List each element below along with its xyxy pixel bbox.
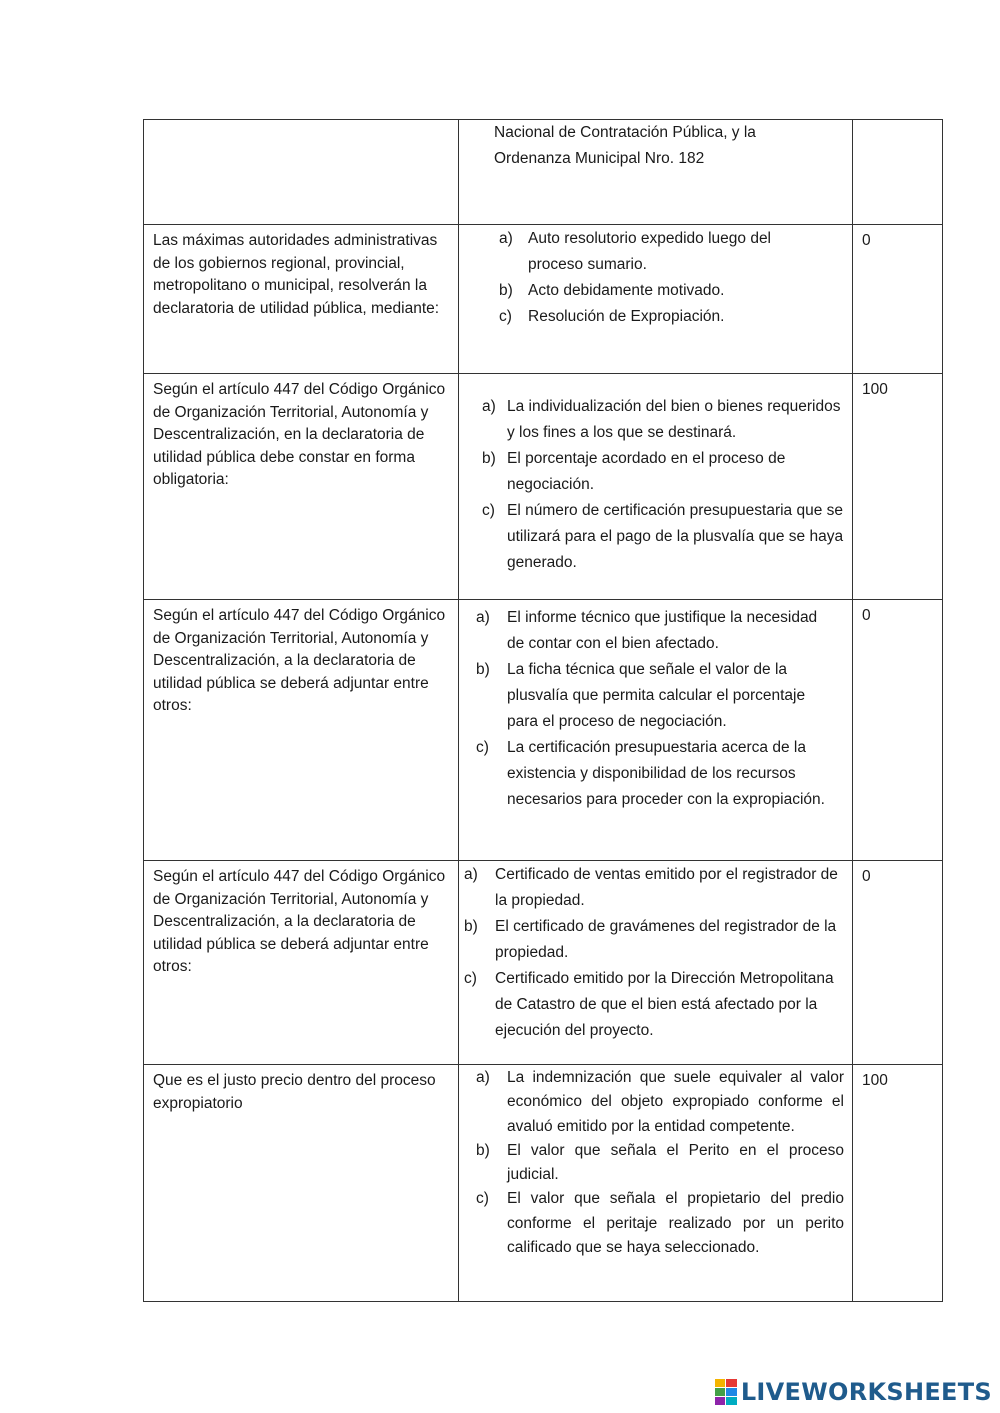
table-row bbox=[144, 120, 943, 225]
points-value: 100 bbox=[853, 374, 943, 600]
intro-line: Ordenanza Municipal Nro. 182 bbox=[494, 150, 705, 167]
questions-table bbox=[143, 119, 943, 1302]
logo-square bbox=[715, 1379, 726, 1387]
liveworksheets-logo bbox=[715, 1377, 992, 1407]
question-text: Según el artículo 447 del Código Orgánico de Organización Territorial, Autonomía y Descentralización, a la declaratoria de utilidad pública se deberá adjuntar entre otros: bbox=[144, 861, 459, 1065]
option-a[interactable]: a) El informe técnico que justifique la necesidad de contar con el bien afectado. bbox=[476, 609, 818, 652]
table-row bbox=[144, 861, 943, 1065]
question-cell bbox=[144, 120, 459, 225]
points-value: 0 bbox=[853, 861, 943, 1065]
points-value: 0 bbox=[853, 600, 943, 861]
logo-square bbox=[726, 1379, 737, 1387]
option-b[interactable]: b) El certificado de gravámenes del registrador de la propiedad. bbox=[464, 918, 837, 961]
question-text: Que es el justo precio dentro del proceso expropiatorio bbox=[144, 1065, 459, 1302]
logo-square bbox=[715, 1397, 726, 1405]
logo-square bbox=[715, 1388, 726, 1396]
points-value: 0 bbox=[853, 225, 943, 374]
option-b[interactable]: b) Acto debidamente motivado. bbox=[499, 282, 725, 299]
option-c[interactable]: c) La certificación presupuestaria acerca de la existencia y disponibilidad de los recursos necesarios para proceder con la expropiación. bbox=[476, 739, 825, 808]
table-row bbox=[144, 225, 943, 374]
option-a[interactable]: a) La indemnización que suele equivaler al valor económico del objeto expropiado conforme el avaluó emitido por la entidad competente. bbox=[476, 1069, 844, 1135]
option-c[interactable]: c) El valor que señala el propietario del predio conforme el peritaje realizado por un perito calificado que se haya seleccionado. bbox=[476, 1190, 844, 1257]
logo-square bbox=[726, 1397, 737, 1405]
option-b[interactable]: b) El valor que señala el Perito en el proceso judicial. bbox=[476, 1141, 844, 1184]
option-a[interactable]: a) La individualización del bien o bienes requeridos y los fines a los que se destinará. bbox=[482, 398, 841, 441]
options-cell bbox=[459, 1065, 853, 1302]
option-c[interactable]: c) El número de certificación presupuestaria que se utilizará para el pago de la plusvalía que se haya generado. bbox=[482, 502, 844, 571]
logo-square bbox=[726, 1388, 737, 1396]
options-cell bbox=[459, 600, 853, 861]
question-text: Según el artículo 447 del Código Orgánico de Organización Territorial, Autonomía y Descentralización, en la declaratoria de utilidad pública debe constar en forma obligatoria: bbox=[144, 374, 459, 600]
table-row bbox=[144, 374, 943, 600]
option-c[interactable]: c) Resolución de Expropiación. bbox=[499, 308, 725, 325]
table-row bbox=[144, 600, 943, 861]
option-a[interactable]: a) Auto resolutorio expedido luego del proceso sumario. bbox=[499, 230, 772, 273]
option-a[interactable]: a) Certificado de ventas emitido por el registrador de la propiedad. bbox=[464, 866, 838, 909]
option-c[interactable]: c) Certificado emitido por la Dirección Metropolitana de Catastro de que el bien está afectado por la ejecución del proyecto. bbox=[464, 970, 834, 1039]
points-cell bbox=[853, 120, 943, 225]
points-value: 100 bbox=[853, 1065, 943, 1302]
options-cell bbox=[459, 120, 853, 225]
option-b[interactable]: b) El porcentaje acordado en el proceso de negociación. bbox=[482, 450, 786, 493]
logo-text: LIVEWORKSHEETS bbox=[740, 1378, 992, 1406]
intro-line: Nacional de Contratación Pública, y la bbox=[494, 124, 756, 141]
option-b[interactable]: b) La ficha técnica que señale el valor de la plusvalía que permita calcular el porcentaje para el proceso de negociación. bbox=[476, 661, 806, 730]
options-cell bbox=[459, 861, 853, 1065]
table-row bbox=[144, 1065, 943, 1302]
logo-mark-icon bbox=[715, 1379, 737, 1405]
question-text: Según el artículo 447 del Código Orgánico de Organización Territorial, Autonomía y Descentralización, a la declaratoria de utilidad pública se deberá adjuntar entre otros: bbox=[144, 600, 459, 861]
options-cell bbox=[459, 374, 853, 600]
options-cell bbox=[459, 225, 853, 374]
question-text: Las máximas autoridades administrativas de los gobiernos regional, provincial, metropolitano o municipal, resolverán la declaratoria de utilidad pública, mediante: bbox=[144, 225, 459, 374]
